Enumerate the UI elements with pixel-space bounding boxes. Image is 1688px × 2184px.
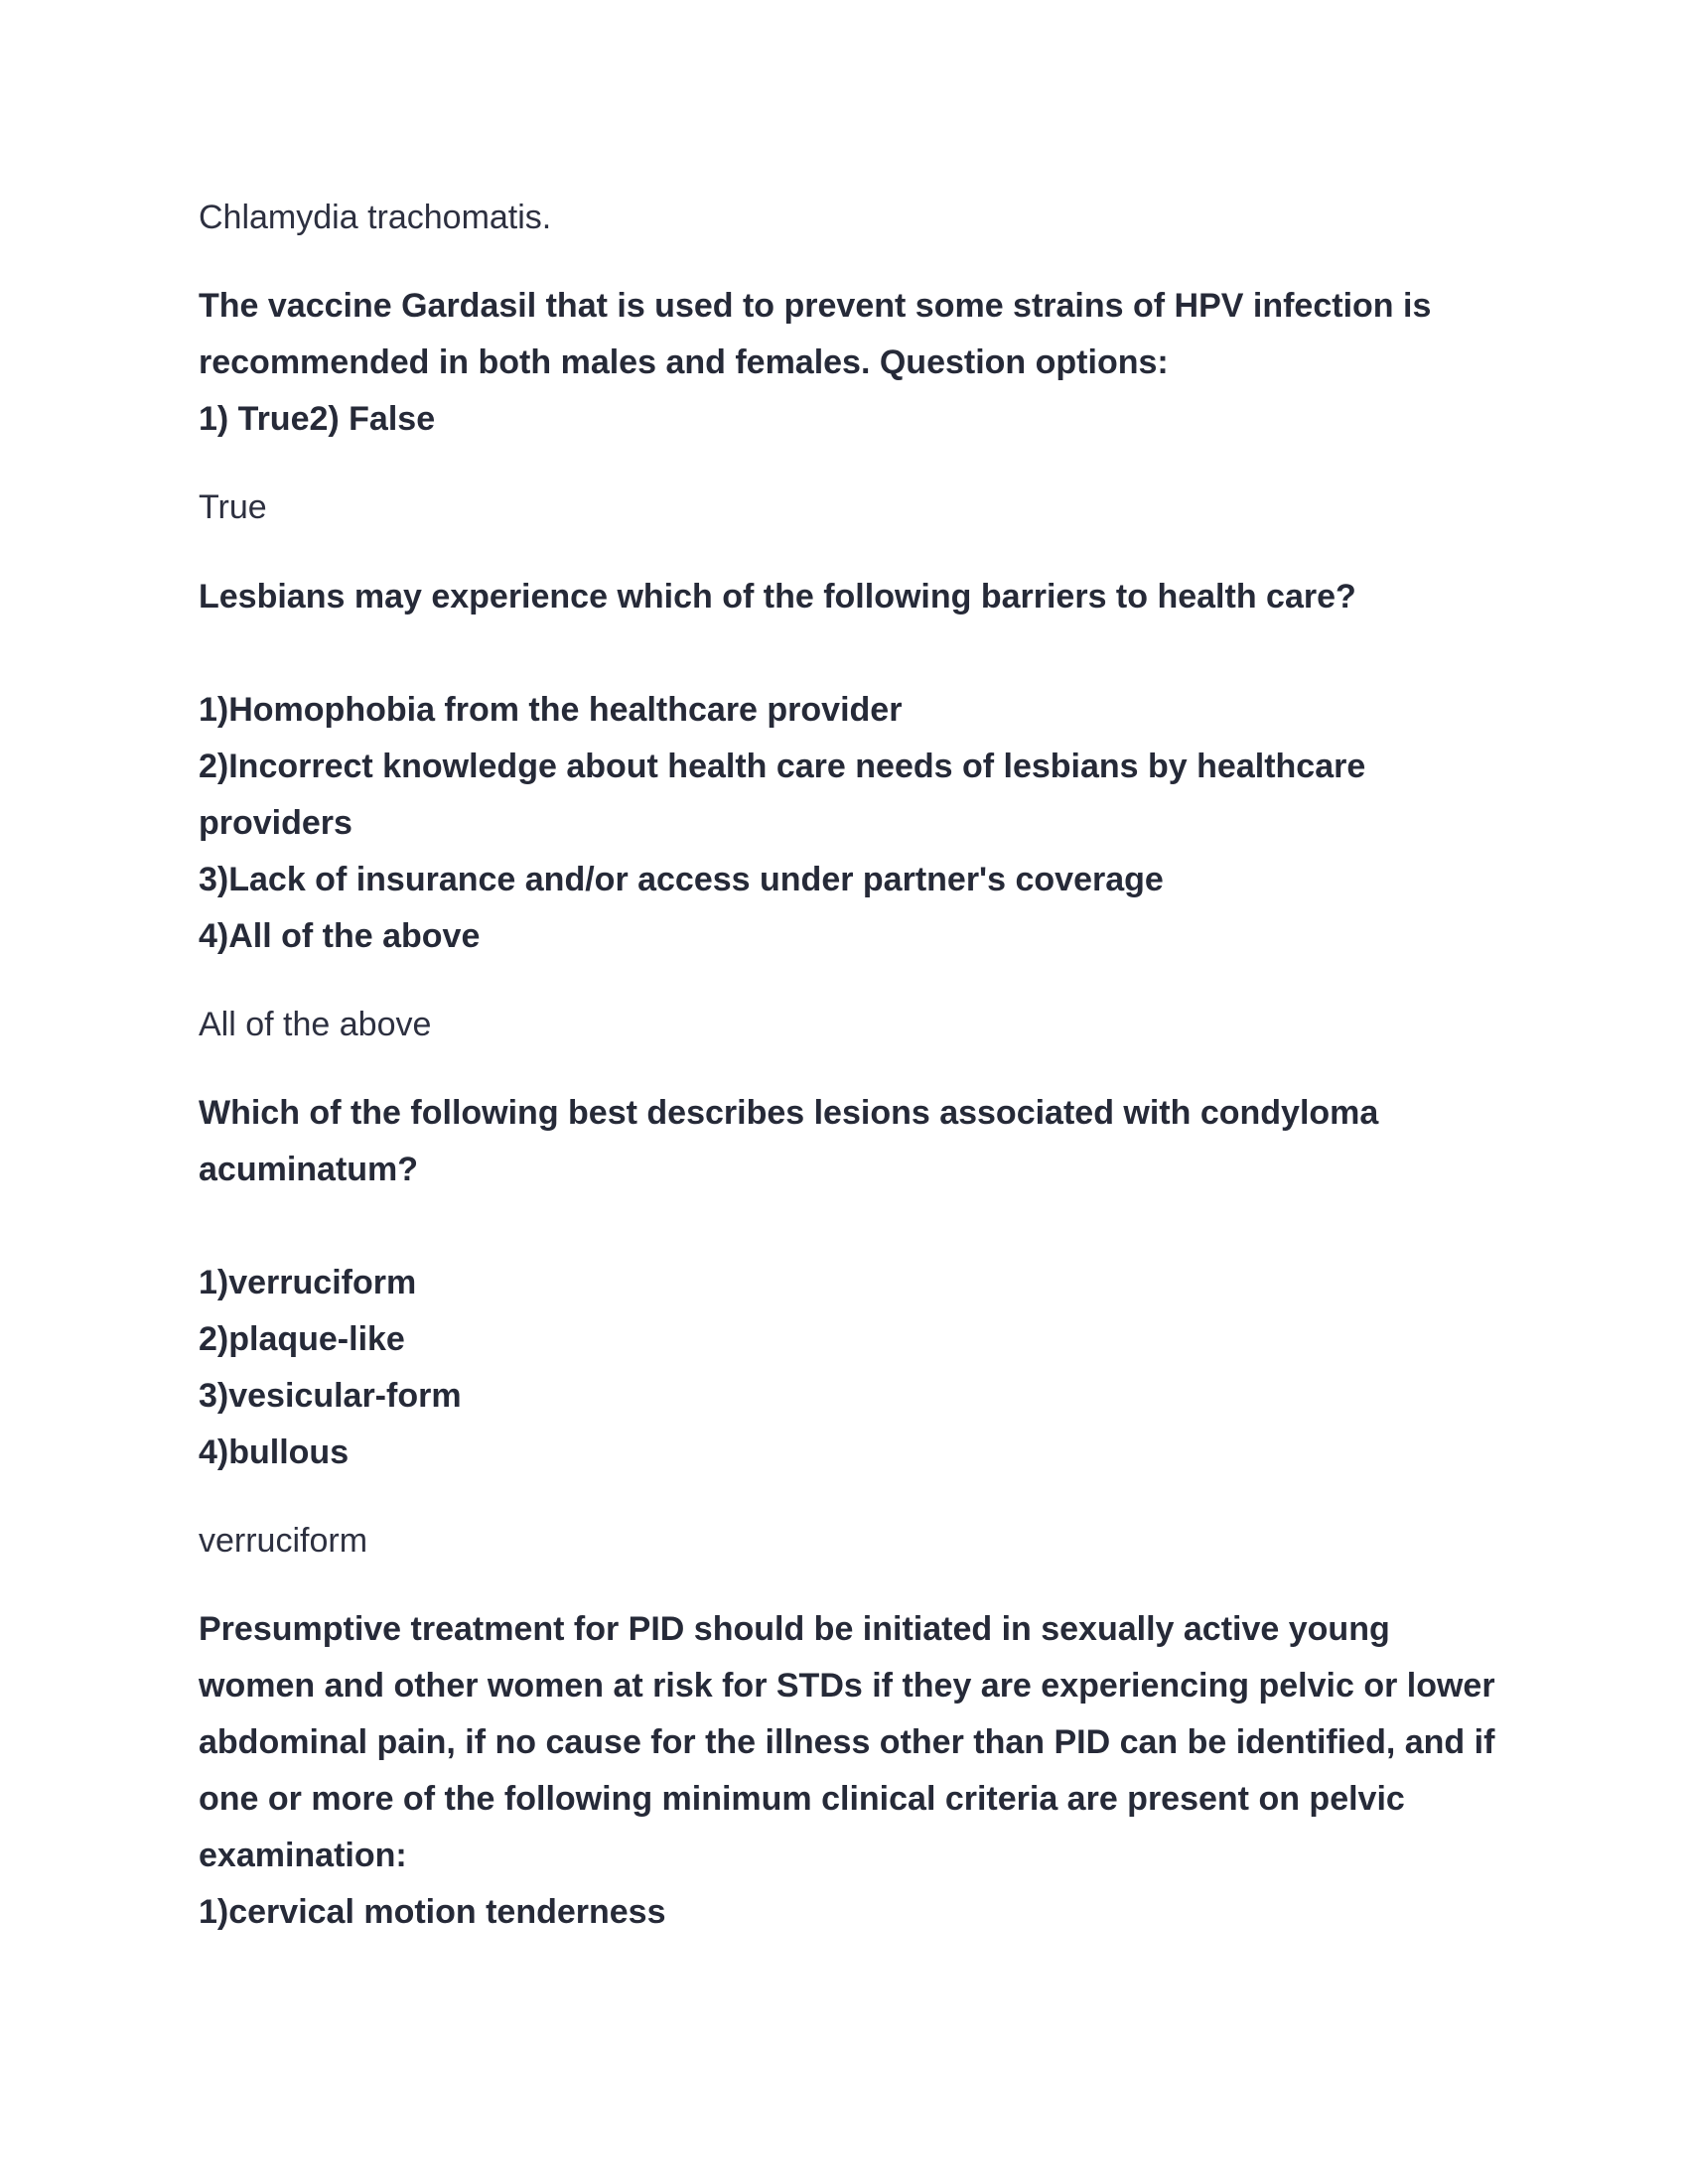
question-option: 4)bullous — [199, 1433, 350, 1471]
answer-text: All of the above — [199, 1006, 432, 1043]
answer-text: True — [199, 488, 267, 526]
question-option: 1)verruciform — [199, 1264, 417, 1301]
question-line: The vaccine Gardasil that is used to prevent some strains of HPV infection is — [199, 287, 1432, 325]
question-option: 1) True2) False — [199, 400, 436, 438]
question-line: examination: — [199, 1837, 407, 1874]
question-line: Which of the following best describes lesions associated with condyloma — [199, 1094, 1379, 1132]
question-line: one or more of the following minimum clinical criteria are present on pelvic — [199, 1780, 1405, 1818]
question-line: acuminatum? — [199, 1151, 419, 1188]
question-option: 3)Lack of insurance and/or access under partner's coverage — [199, 861, 1164, 898]
answer-text: verruciform — [199, 1522, 368, 1560]
question-line: recommended in both males and females. Question options: — [199, 343, 1169, 381]
question-option: 1)cervical motion tenderness — [199, 1893, 666, 1931]
question-option: 4)All of the above — [199, 917, 481, 955]
answer-text: Chlamydia trachomatis. — [199, 199, 552, 236]
question-line: women and other women at risk for STDs if they are experiencing pelvic or lower — [199, 1667, 1495, 1705]
question-line: Presumptive treatment for PID should be initiated in sexually active young — [199, 1610, 1390, 1648]
question-line: Lesbians may experience which of the following barriers to health care? — [199, 578, 1356, 615]
question-option: 1)Homophobia from the healthcare provider — [199, 691, 903, 729]
question-option: 3)vesicular-form — [199, 1377, 462, 1415]
question-option: 2)Incorrect knowledge about health care needs of lesbians by healthcare — [199, 748, 1366, 785]
question-option: providers — [199, 804, 352, 842]
question-line: abdominal pain, if no cause for the illness other than PID can be identified, and if — [199, 1723, 1495, 1761]
question-option: 2)plaque-like — [199, 1320, 405, 1358]
